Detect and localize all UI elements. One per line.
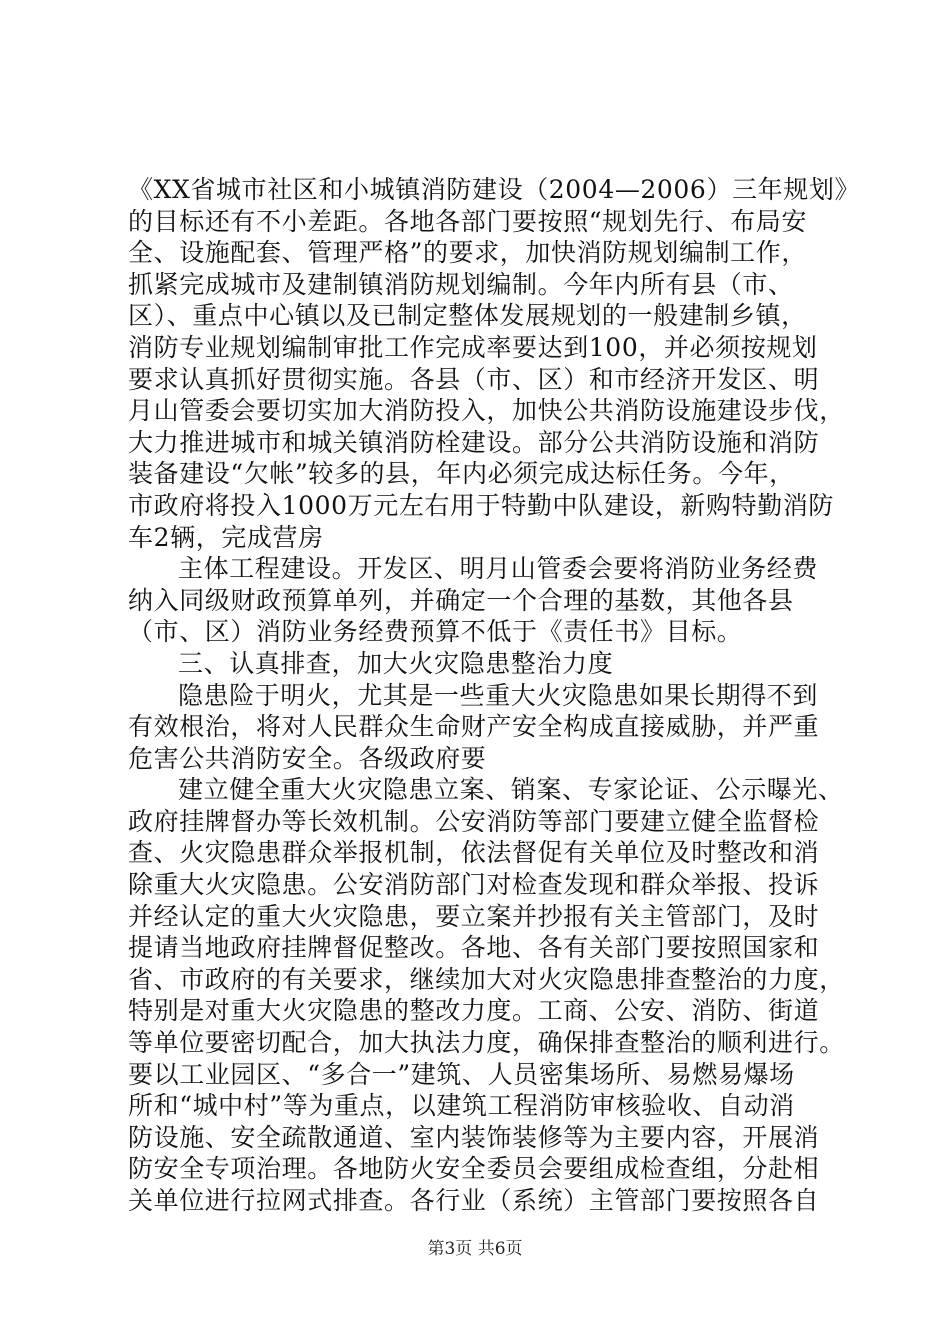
text-line: 等单位要密切配合，加大执法力度，确保排查整治的顺利进行。 (128, 1028, 845, 1058)
text-line: 大力推进城市和城关镇消防栓建设。部分公共消防设施和消防 (128, 427, 820, 457)
text-line: 防设施、安全疏散通道、室内装饰装修等为主要内容，开展消 (128, 1122, 820, 1152)
text-line: 要以工业园区、“多合一”建筑、人员密集场所、易燃易爆场 (128, 1059, 795, 1089)
text-line: 隐患险于明火，尤其是一些重大火灾隐患如果长期得不到 (178, 680, 819, 710)
text-line: 有效根治，将对人民群众生命财产安全构成直接威胁，并严重 (128, 712, 820, 742)
document-body (128, 174, 861, 1217)
text-line: 《XX省城市社区和小城镇消防建设（2004—2006）三年规划》 (128, 175, 861, 204)
text-line: 车2辆，完成营房 (128, 522, 324, 552)
text-line: 要求认真抓好贯彻实施。各县（市、区）和市经济开发区、明 (128, 364, 820, 394)
text-line: 除重大火灾隐患。公安消防部门对检查发现和群众举报、投诉 (128, 870, 820, 900)
text-line: 月山管委会要切实加大消防投入，加快公共消防设施建设步伐， (128, 396, 845, 426)
text-line: 主体工程建设。开发区、明月山管委会要将消防业务经费 (178, 554, 819, 584)
text-line: 的目标还有不小差距。各地各部门要按照“规划先行、布局安 (128, 206, 807, 236)
text-line: 关单位进行拉网式排查。各行业（系统）主管部门要按照各自 (128, 1186, 820, 1215)
text-line: 三、认真排查，加大火灾隐患整治力度 (178, 648, 614, 678)
text-line: 市政府将投入1000万元左右用于特勤中队建设，新购特勤消防 (128, 490, 835, 520)
text-line: 纳入同级财政预算单列，并确定一个合理的基数，其他各县 (128, 585, 794, 615)
text-line: 装备建设“欠帐”较多的县，年内必须完成达标任务。今年， (128, 459, 795, 489)
text-line: 防安全专项治理。各地防火安全委员会要组成检查组，分赴相 (128, 1154, 820, 1184)
text-line: 政府挂牌督办等长效机制。公安消防等部门要建立健全监督检 (128, 806, 820, 836)
page-footer: 第3页 共6页 (427, 1239, 523, 1259)
text-line: 并经认定的重大火灾隐患，要立案并抄报有关主管部门，及时 (128, 901, 820, 931)
text-line: 全、设施配套、管理严格”的要求，加快消防规划编制工作， (128, 238, 807, 268)
text-line: 抓紧完成城市及建制镇消防规划编制。今年内所有县（市、 (128, 269, 794, 299)
text-line: 提请当地政府挂牌督促整改。各地、各有关部门要按照国家和 (128, 933, 820, 963)
text-line: 消防专业规划编制审批工作完成率要达到100，并必须按规划 (128, 332, 818, 362)
text-line: 查、火灾隐患群众举报机制，依法督促有关单位及时整改和消 (128, 838, 820, 868)
text-line: 建立健全重大火灾隐患立案、销案、专家论证、公示曝光、 (178, 775, 844, 805)
text-line: 特别是对重大火灾隐患的整改力度。工商、公安、消防、街道 (128, 996, 820, 1026)
text-line: 所和“城中村”等为重点，以建筑工程消防审核验收、自动消 (128, 1091, 795, 1121)
text-line: （市、区）消防业务经费预算不低于《责任书》目标。 (128, 617, 743, 647)
text-line: 省、市政府的有关要求，继续加大对火灾隐患排查整治的力度， (128, 964, 845, 994)
text-line: 区）、重点中心镇以及已制定整体发展规划的一般建制乡镇， (128, 301, 807, 331)
text-line: 危害公共消防安全。各级政府要 (128, 743, 487, 773)
